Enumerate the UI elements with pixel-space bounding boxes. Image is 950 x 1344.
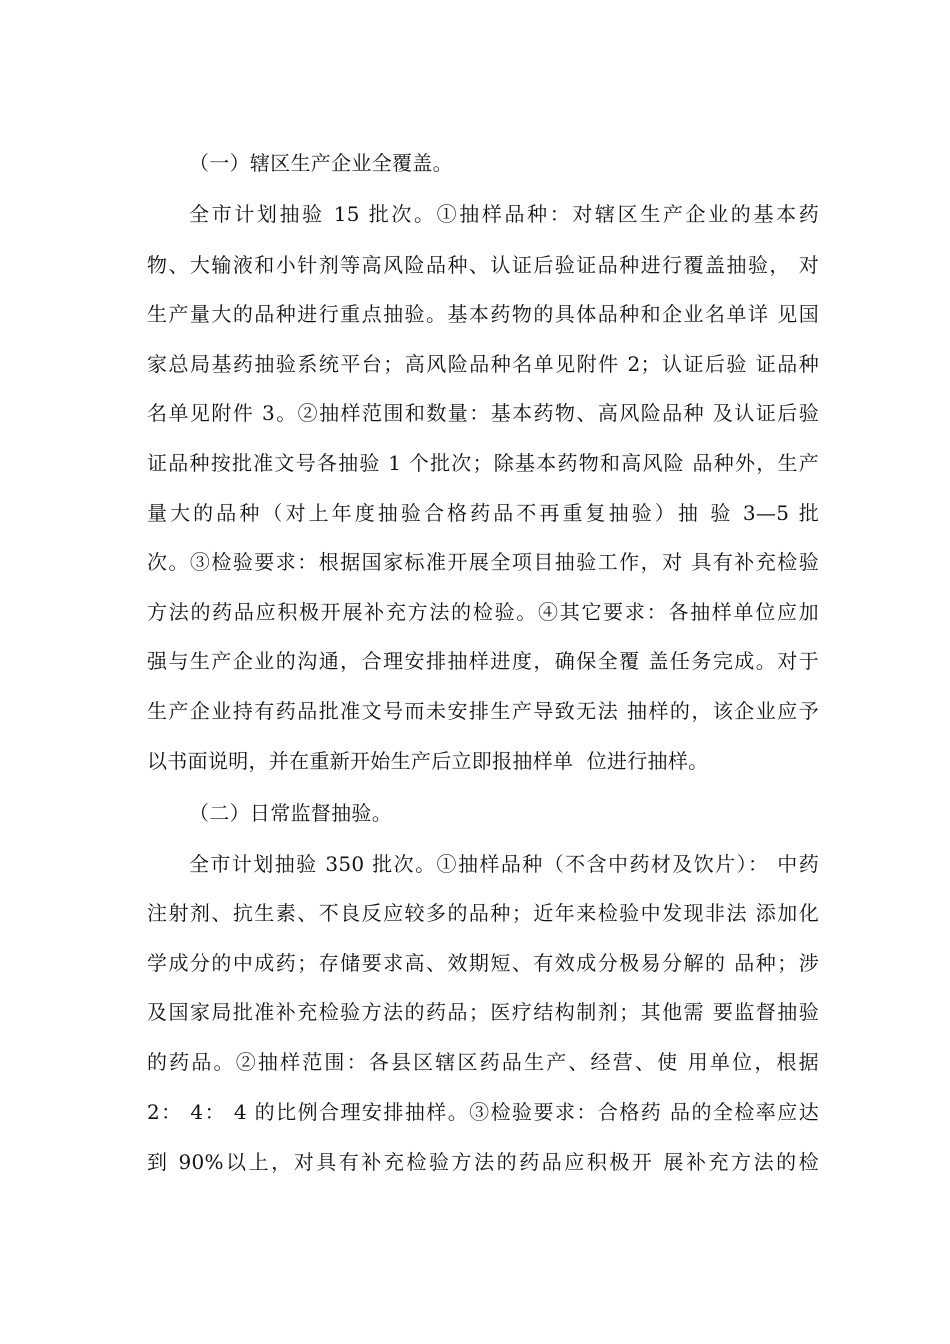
section-1-paragraph-line: 家总局基药抽验系统平台；高风险品种名单见附件 2；认证后验 证品种 <box>147 352 819 376</box>
section-2-paragraph-line: 及国家局批准补充检验方法的药品；医疗结构制剂；其他需 要监督抽验 <box>147 1000 819 1024</box>
section-1-paragraph-line: 方法的药品应积极开展补充方法的检验。④其它要求：各抽样单位应加 <box>147 600 819 624</box>
section-1-paragraph-line: 生产企业持有药品批准文号而未安排生产导致无法 抽样的，该企业应予 <box>147 699 819 723</box>
section-1-paragraph-line: 全市计划抽验 15 批次。①抽样品种：对辖区生产企业的基本药 <box>189 202 819 226</box>
section-2-paragraph-line: 到 90%以上，对具有补充检验方法的药品应积极开 展补充方法的检 <box>147 1150 819 1174</box>
section-2-paragraph-line: 2： 4： 4 的比例合理安排抽样。③检验要求：合格药 品的全检率应达 <box>147 1100 819 1124</box>
section-2-paragraph-line: 全市计划抽验 350 批次。①抽样品种（不含中药材及饮片）： 中药 <box>189 852 819 876</box>
section-1-paragraph-line: 强与生产企业的沟通，合理安排抽样进度，确保全覆 盖任务完成。对于 <box>147 649 819 673</box>
section-1-paragraph-line: 以书面说明，并在重新开始生产后立即报抽样单 位进行抽样。 <box>147 749 709 773</box>
section-2-heading: （二）日常监督抽验。 <box>189 801 392 825</box>
section-1-paragraph-line: 生产量大的品种进行重点抽验。基本药物的具体品种和企业名单详 见国 <box>147 302 819 326</box>
section-2-paragraph-line: 学成分的中成药；存储要求高、效期短、有效成分极易分解的 品种；涉 <box>147 951 819 975</box>
section-1-paragraph-line: 次。③检验要求：根据国家标准开展全项目抽验工作，对 具有补充检验 <box>147 550 819 574</box>
section-2-paragraph-line: 的药品。②抽样范围：各县区辖区药品生产、经营、使 用单位，根据 <box>147 1050 819 1074</box>
section-1-paragraph-line: 量大的品种（对上年度抽验合格药品不再重复抽验）抽 验 3—5 批 <box>147 501 819 525</box>
section-1-paragraph-line: 名单见附件 3。②抽样范围和数量：基本药物、高风险品种 及认证后验 <box>147 401 819 425</box>
section-1-heading: （一）辖区生产企业全覆盖。 <box>189 151 453 175</box>
section-1-paragraph-line: 物、大输液和小针剂等高风险品种、认证后验证品种进行覆盖抽验， 对 <box>147 253 819 277</box>
section-2-paragraph-line: 注射剂、抗生素、不良反应较多的品种；近年来检验中发现非法 添加化 <box>147 901 819 925</box>
section-1-paragraph-line: 证品种按批准文号各抽验 1 个批次；除基本药物和高风险 品种外，生产 <box>147 451 819 475</box>
